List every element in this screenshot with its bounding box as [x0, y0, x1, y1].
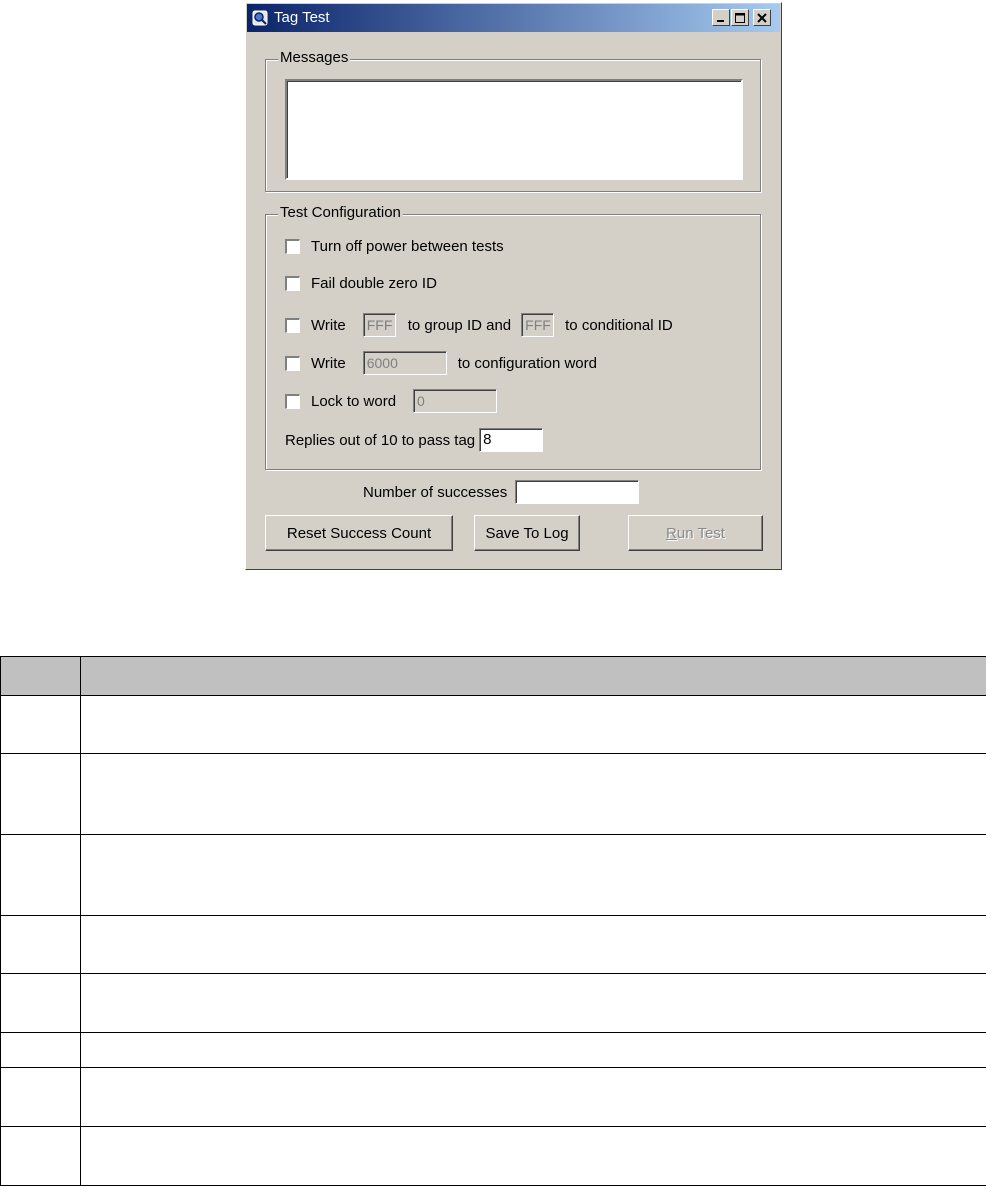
table-cell	[1, 1127, 81, 1186]
fail-double-zero-label: Fail double zero ID	[311, 275, 437, 292]
table-cell	[81, 754, 986, 835]
fail-zero-row	[285, 271, 437, 295]
fail-double-zero-checkbox[interactable]	[285, 276, 300, 291]
power-off-row	[285, 234, 504, 258]
table-row	[1, 1127, 986, 1186]
table-header-cell	[1, 657, 81, 696]
table-cell	[81, 974, 986, 1033]
conditional-id-field[interactable]: FFF	[521, 313, 554, 337]
messages-textarea[interactable]	[285, 79, 743, 180]
lock-row	[285, 389, 497, 413]
table-row	[1, 754, 986, 835]
power-off-label: Turn off power between tests	[311, 238, 504, 255]
table-header-cell	[81, 657, 986, 696]
power-off-checkbox[interactable]	[285, 239, 300, 254]
table-row	[1, 916, 986, 974]
window-title: Tag Test	[274, 9, 330, 26]
lock-to-word-checkbox[interactable]	[285, 394, 300, 409]
messages-group	[265, 59, 761, 192]
write-config-label: Write	[311, 355, 346, 372]
table-cell	[81, 1068, 986, 1127]
table-row	[1, 835, 986, 916]
close-button[interactable]	[753, 9, 771, 26]
tag-test-app-icon	[252, 10, 268, 26]
lock-word-field[interactable]: 0	[413, 389, 497, 413]
table-cell	[1, 1033, 81, 1068]
table-cell	[1, 1068, 81, 1127]
table-cell	[1, 916, 81, 974]
reset-success-count-button[interactable]: Reset Success Count	[265, 515, 453, 551]
write-config-row	[285, 351, 597, 375]
run-test-label: un Test	[677, 525, 725, 542]
maximize-button[interactable]	[731, 9, 749, 26]
table-cell	[1, 974, 81, 1033]
tag-test-window	[245, 2, 782, 570]
to-config-word-label: to configuration word	[458, 355, 597, 372]
close-icon	[757, 13, 767, 23]
table-row	[1, 696, 986, 754]
table-cell	[81, 835, 986, 916]
lock-to-word-label: Lock to word	[311, 393, 396, 410]
successes-field[interactable]	[515, 480, 639, 504]
table-cell	[81, 1127, 986, 1186]
minimize-button[interactable]	[712, 9, 730, 26]
write-ids-checkbox[interactable]	[285, 318, 300, 333]
successes-row	[363, 480, 639, 504]
write-ids-row	[285, 313, 673, 337]
description-table	[0, 656, 986, 1186]
table-header-row	[1, 657, 986, 696]
replies-field[interactable]: 8	[479, 428, 543, 452]
table-cell	[1, 696, 81, 754]
table-row	[1, 974, 986, 1033]
write-config-checkbox[interactable]	[285, 356, 300, 371]
replies-row	[285, 428, 543, 452]
to-group-id-label: to group ID and	[408, 317, 511, 334]
to-conditional-id-label: to conditional ID	[565, 317, 673, 334]
table-cell	[81, 916, 986, 974]
run-test-mnemonic: R	[666, 525, 677, 542]
table-cell	[81, 1033, 986, 1068]
config-word-field[interactable]: 6000	[363, 351, 447, 375]
run-test-button[interactable]	[628, 515, 763, 551]
replies-label: Replies out of 10 to pass tag	[285, 432, 475, 449]
table-cell	[1, 754, 81, 835]
save-to-log-button[interactable]: Save To Log	[474, 515, 580, 551]
title-bar[interactable]	[247, 4, 780, 32]
table-cell	[81, 696, 986, 754]
maximize-icon	[735, 13, 745, 23]
messages-legend: Messages	[278, 49, 350, 66]
table-row	[1, 1033, 986, 1068]
write-ids-label: Write	[311, 317, 346, 334]
minimize-icon	[716, 13, 726, 23]
test-configuration-group	[265, 214, 761, 470]
test-configuration-legend: Test Configuration	[278, 204, 403, 221]
successes-label: Number of successes	[363, 484, 507, 501]
table-row	[1, 1068, 986, 1127]
group-id-field[interactable]: FFF	[363, 313, 396, 337]
table-cell	[1, 835, 81, 916]
